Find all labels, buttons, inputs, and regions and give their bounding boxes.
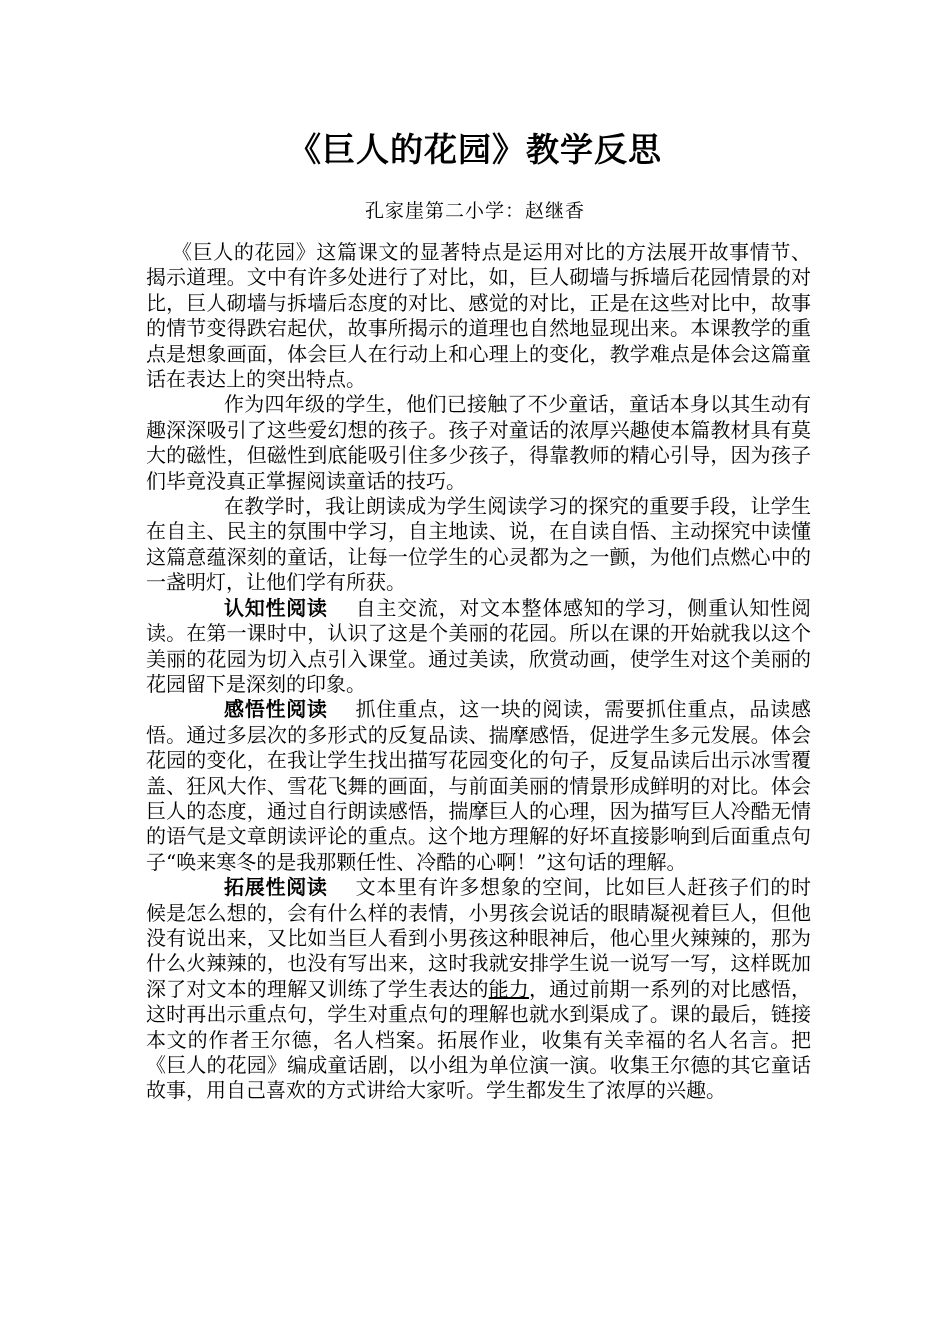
paragraph-perceptive-reading (146, 697, 811, 875)
extended-reading-text-b: ，通过前期一系列的对比感悟，这时再出示重点句，学生对重点句的理解也就水到渠成了。课的最后，链接本文的作者王尔德，名人档案。拓展作业，收集有关幸福的名人名言。把《巨人的花园》编成童话剧，以小组为单位演一演。收集王尔德的其它童话故事，用自己喜欢的方式讲给大家听。学生都发生了浓厚的兴趣。 (146, 976, 811, 1103)
paragraph-students: 作为四年级的学生，他们已接触了不少童话，童话本身以其生动有趣深深吸引了这些爱幻想的孩子。孩子对童话的浓厚兴趣使本篇教材具有莫大的磁性，但磁性到底能吸引住多少孩子，得靠教师的精心引导，因为孩子们毕竟没真正掌握阅读童话的技巧。 (146, 392, 811, 493)
document-body (146, 240, 811, 1104)
paragraph-intro: 《巨人的花园》这篇课文的显著特点是运用对比的方法展开故事情节、揭示道理。文中有许多处进行了对比，如，巨人砌墙与拆墙后花园情景的对比，巨人砌墙与拆墙后态度的对比、感觉的对比，正是在这些对比中，故事的情节变得跌宕起伏，故事所揭示的道理也自然地显现出来。本课教学的重点是想象画面，体会巨人在行动上和心理上的变化，教学难点是体会这篇童话在表达上的突出特点。 (146, 240, 811, 392)
perceptive-reading-text: 抓住重点，这一块的阅读，需要抓住重点，品读感悟。通过多层次的多形式的反复品读、揣摩感悟，促进学生多元发展。体会花园的变化，在我让学生找出描写花园变化的句子，反复品读后出示冰雪覆盖、狂风大作、雪花飞舞的画面，与前面美丽的情景形成鲜明的对比。体会巨人的态度，通过自行朗读感悟，揣摩巨人的心理，因为描写巨人冷酷无情的语气是文章朗读评论的重点。这个地方理解的好坏直接影响到后面重点句子“唤来寒冬的是我那颗任性、冷酷的心啊！”这句话的理解。 (146, 697, 812, 874)
section-heading-perceptive: 感悟性阅读 (224, 697, 328, 722)
paragraph-extended-reading (146, 875, 811, 1104)
section-heading-cognitive: 认知性阅读 (224, 595, 328, 620)
section-heading-extended: 拓展性阅读 (224, 875, 328, 900)
paragraph-cognitive-reading (146, 596, 811, 698)
paragraph-teaching: 在教学时，我让朗读成为学生阅读学习的探究的重要手段，让学生在自主、民主的氛围中学习，自主地读、说，在自读自悟、主动探究中读懂这篇意蕴深刻的童话，让每一位学生的心灵都为之一颤，为他们点燃心中的一盏明灯，让他们学有所获。 (146, 494, 811, 595)
cognitive-reading-text: 自主交流，对文本整体感知的学习，侧重认知性阅读。在第一课时中，认识了这是个美丽的花园。所以在课的开始就我以这个美丽的花园为切入点引入课堂。通过美读，欣赏动画，使学生对这个美丽的花园留下是深刻的印象。 (146, 595, 812, 696)
document-title: 《巨人的花园》教学反思 (288, 130, 662, 169)
extended-reading-text-a: 文本里有许多想象的空间，比如巨人赶孩子们的时候是怎么想的，会有什么样的表情，小男孩会说话的眼睛凝视着巨人，但他没有说出来，又比如当巨人看到小男孩这种眼神后，他心里火辣辣的，那为什么火辣辣的，也没有写出来，这时我就安排学生说一说写一写，这样既加深了对文本的理解又训练了学生表达的 (146, 875, 812, 1001)
underlined-word: 能力 (488, 976, 529, 1001)
author-line: 孔家崖第二小学：赵继香 (364, 200, 585, 222)
